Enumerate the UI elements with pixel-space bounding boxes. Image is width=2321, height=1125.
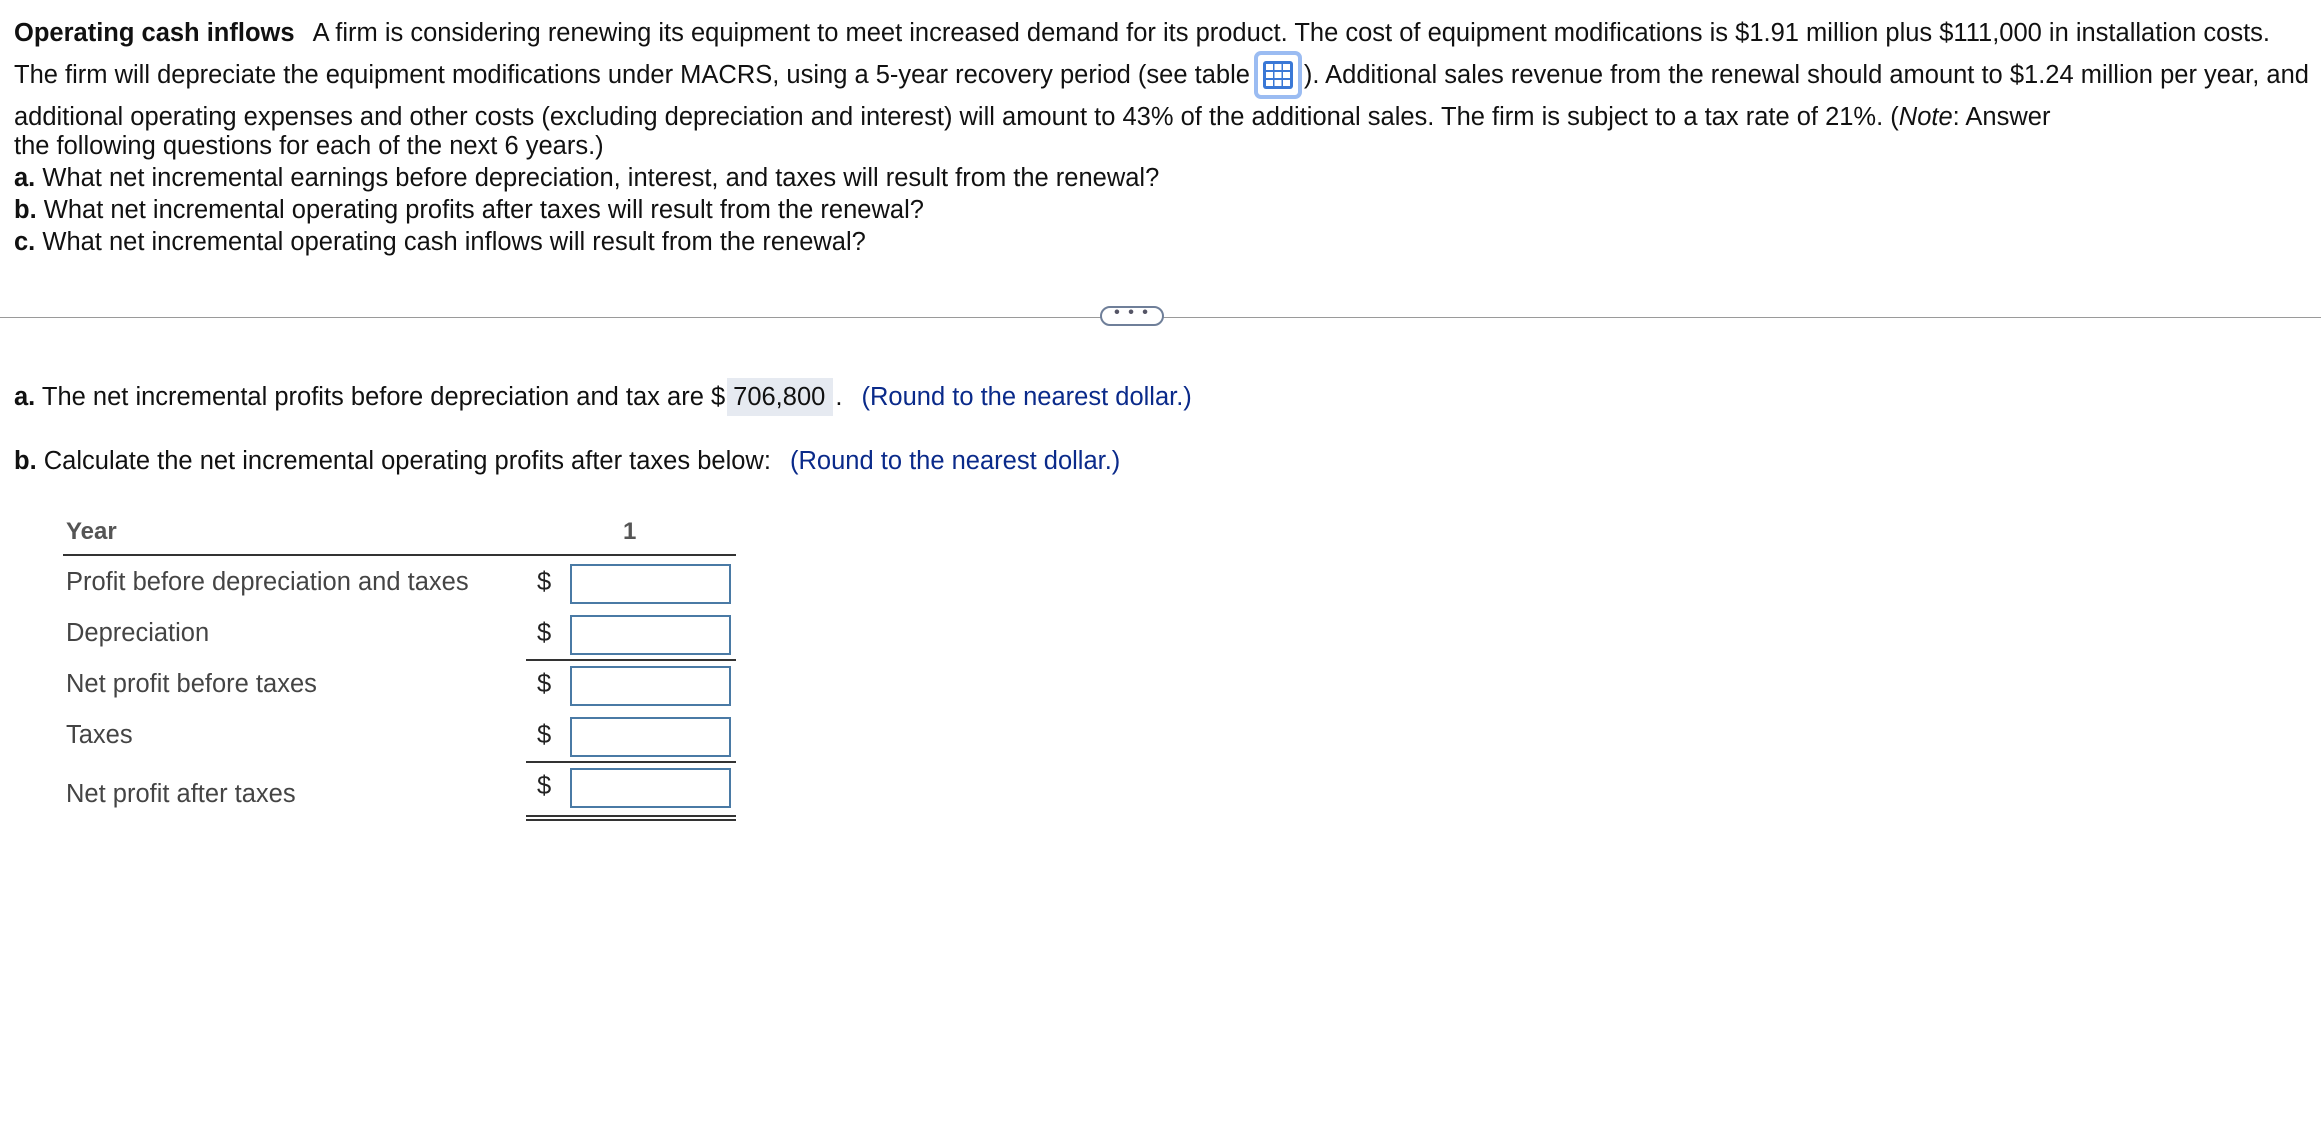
currency-symbol: $ [537,619,552,647]
question-text: What net incremental operating cash inflows will result from the renewal? [42,228,866,256]
question-letter: c. [14,228,36,256]
answer-a-value[interactable]: 706,800 [727,378,833,416]
depreciation-input[interactable] [570,615,731,655]
answer-a-period: . [835,383,843,411]
question-c [14,226,2309,258]
answer-b-hint: (Round to the nearest dollar.) [790,447,1121,475]
row-label: Depreciation [66,619,210,647]
currency-symbol: $ [537,568,552,596]
problem-statement [14,12,2309,258]
answer-a-text: The net incremental profits before depreciation and tax are $ [41,383,726,411]
row-taxes [63,709,736,760]
currency-symbol: $ [537,670,552,698]
problem-text-part3: : Answer [1952,103,2051,131]
currency-symbol: $ [537,772,552,800]
row-label: Net profit before taxes [66,670,317,698]
row-net-profit-before-taxes [63,658,736,709]
question-b [14,194,2309,226]
problem-title: Operating cash inflows [14,19,295,47]
note-continuation: the following questions for each of the next 6 years.) [14,132,604,160]
question-text: What net incremental operating profits after taxes will result from the renewal? [43,196,924,224]
expand-more-button[interactable]: • • • [1100,306,1164,326]
taxes-input[interactable] [570,717,731,757]
net-profit-after-taxes-input[interactable] [570,768,731,808]
row-label: Profit before depreciation and taxes [66,568,469,596]
question-a [14,162,2309,194]
answer-b-letter: b. [14,447,37,475]
note-word: Note [1898,103,1953,131]
answer-b [14,442,1120,480]
header-year-label: Year [66,518,117,545]
total-double-underline [526,815,736,821]
row-net-profit-after-taxes [63,760,736,820]
currency-symbol: $ [537,721,552,749]
net-profit-before-taxes-input[interactable] [570,666,731,706]
row-label: Net profit after taxes [66,780,296,808]
answer-b-text: Calculate the net incremental operating profits after taxes below: [43,447,771,475]
table-icon-button[interactable] [1254,51,1302,99]
question-letter: a. [14,164,36,192]
answer-a [14,378,1192,416]
question-text: What net incremental earnings before depreciation, interest, and taxes will result from the renewal? [42,164,1160,192]
problem-text-part2: ). Additional sales revenue from the renewal should amount to $1.24 million per year, and additional operating expenses and other costs (excluding depreciation and interest) will amount to 43% of the additional sales. The firm is subject to a tax rate of 21%. ( [14,61,2309,131]
problem-text-part1: A firm is considering renewing its equipment to meet increased demand for its product. The cost of equipment modifications is $1.91 million plus $111,000 in installation costs. The firm will depreciate the equipment modifications under MACRS, using a 5-year recovery period (see table [14,19,2271,89]
table-grid-icon [1263,61,1293,89]
header-year-1: 1 [623,518,637,545]
table-header [63,512,736,556]
answer-a-hint: (Round to the nearest dollar.) [861,383,1192,411]
profit-before-depreciation-input[interactable] [570,564,731,604]
calculation-table [63,512,736,820]
row-depreciation [63,607,736,658]
row-profit-before-depreciation [63,556,736,607]
answer-a-letter: a. [14,383,36,411]
row-label: Taxes [66,721,133,749]
question-letter: b. [14,196,37,224]
